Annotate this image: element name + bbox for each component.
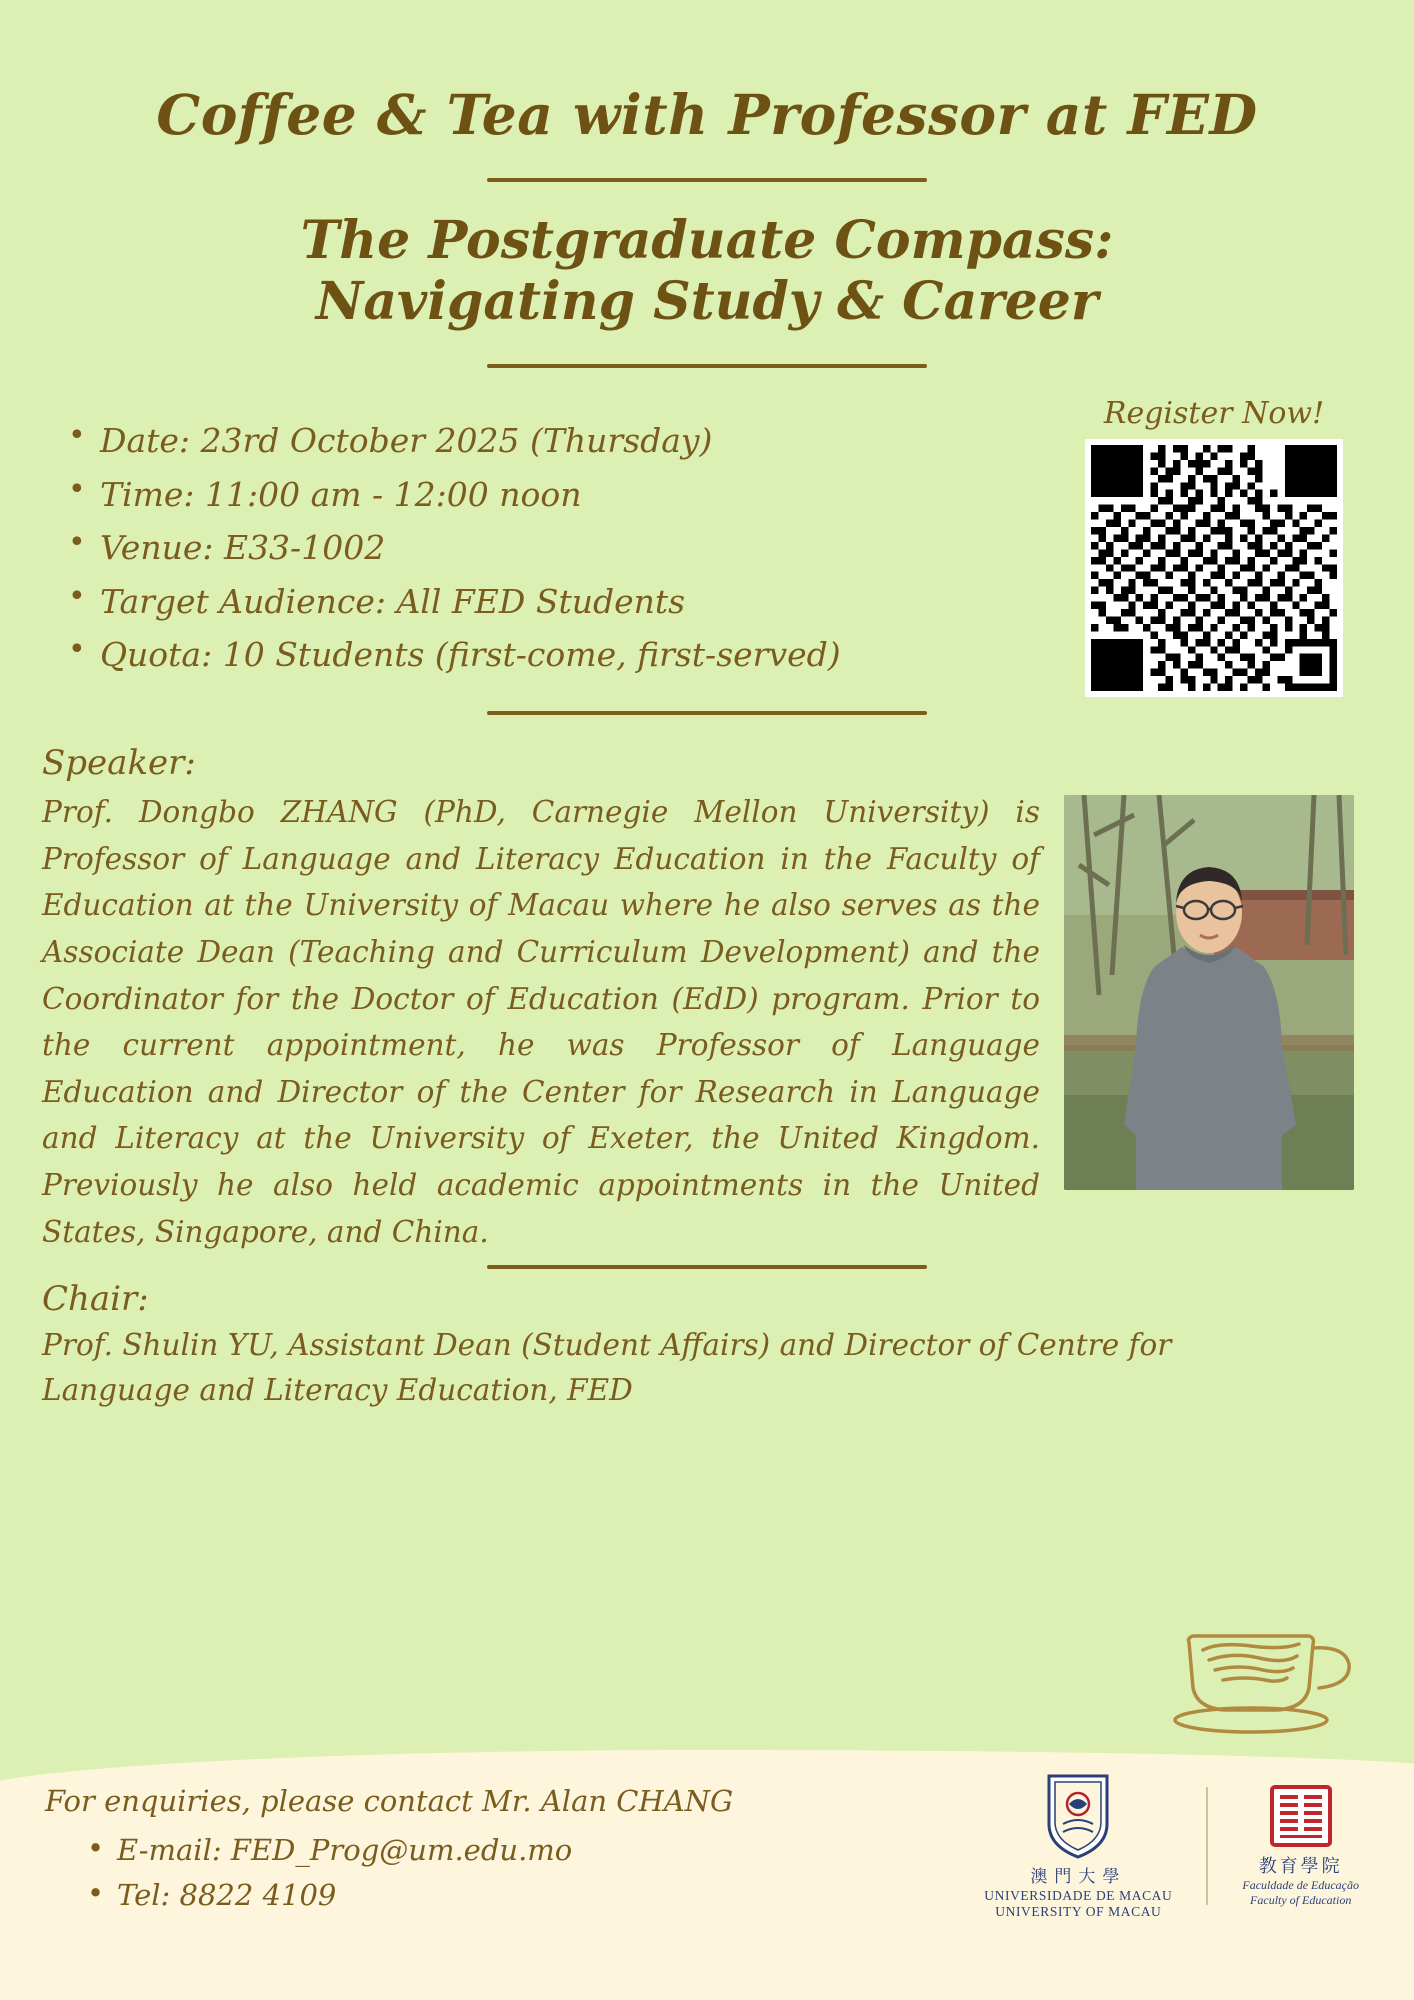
um-name-en: UNIVERSITY OF MACAU	[995, 1904, 1162, 1919]
logo-group	[984, 1772, 1359, 1920]
speaker-divider	[487, 1265, 927, 1269]
fed-name-en: Faculty of Education	[1250, 1892, 1352, 1907]
detail-venue: • Venue: E33-1002	[50, 521, 1064, 574]
fed-name-pt: Faculdade de Educação	[1242, 1877, 1359, 1892]
qr-code-icon[interactable]	[1085, 439, 1343, 697]
page-subtitle	[60, 210, 1354, 333]
coffee-cup-icon	[1159, 1602, 1369, 1742]
contact-list	[45, 1828, 733, 1918]
chair-label: Chair:	[42, 1279, 149, 1320]
event-details-list	[50, 414, 1064, 681]
fed-seal-icon	[1270, 1785, 1332, 1847]
subtitle-line-2: Navigating Study & Career	[315, 270, 1099, 332]
logo-university-of-macau	[984, 1772, 1172, 1920]
detail-audience: • Target Audience: All FED Students	[50, 575, 1064, 628]
subtitle-line-1: The Postgraduate Compass:	[300, 209, 1114, 271]
contact-email[interactable]: • E-mail: FED_Prog@um.edu.mo	[45, 1828, 733, 1873]
event-info-row	[0, 396, 1414, 697]
speaker-photo	[1064, 795, 1354, 1190]
contact-tel: • Tel: 8822 4109	[45, 1873, 733, 1918]
details-divider	[487, 711, 927, 715]
qr-code-svg	[1091, 445, 1337, 691]
um-name-cn: 澳門大學	[1030, 1867, 1127, 1886]
title-divider	[487, 178, 927, 182]
logo-divider	[1206, 1787, 1208, 1905]
um-crest-icon	[1041, 1772, 1115, 1860]
chair-name: Prof. Shulin YU, Assistant Dean (Student Affairs) and Director of Centre for Language and Literacy Education, FED	[42, 1328, 1172, 1407]
register-now-label: Register Now!	[1103, 396, 1325, 432]
poster-footer	[0, 1750, 1414, 2000]
registration-block	[1064, 396, 1364, 697]
speaker-bio: Prof. Dongbo ZHANG (PhD, Carnegie Mellon University) is Professor of Language and Literacy Education in the Faculty of Education at the University of Macau where he also serves as the Associate Dean (Teaching and Curriculum Development) and the Coordinator for the Doctor of Education (EdD) program. Prior to the current appointment, he was Professor of Language Education and Director of the Center for Research in Language and Literacy at the University of Exeter, the United Kingdom. Previously he also held academic appointments in the United States, Singapore, and China.	[42, 795, 1040, 1249]
page-title: Coffee & Tea with Professor at FED	[156, 82, 1258, 147]
poster-content	[0, 82, 1414, 1412]
speaker-section	[42, 789, 1354, 1255]
enquiries-title: For enquiries, please contact Mr. Alan CHANG	[45, 1784, 734, 1818]
detail-time: • Time: 11:00 am - 12:00 noon	[50, 468, 1064, 521]
speaker-portrait-illustration	[1064, 795, 1354, 1190]
um-name-pt: UNIVERSIDADE DE MACAU	[984, 1888, 1173, 1903]
logo-faculty-of-education	[1242, 1785, 1359, 1908]
speaker-label: Speaker:	[42, 743, 196, 784]
fed-name-cn: 教育學院	[1258, 1855, 1343, 1876]
detail-quota: • Quota: 10 Students (first-come, first-served)	[50, 628, 1064, 681]
detail-date: • Date: 23rd October 2025 (Thursday)	[50, 414, 1064, 467]
subtitle-divider	[487, 364, 927, 368]
enquiries-block	[45, 1784, 733, 1918]
